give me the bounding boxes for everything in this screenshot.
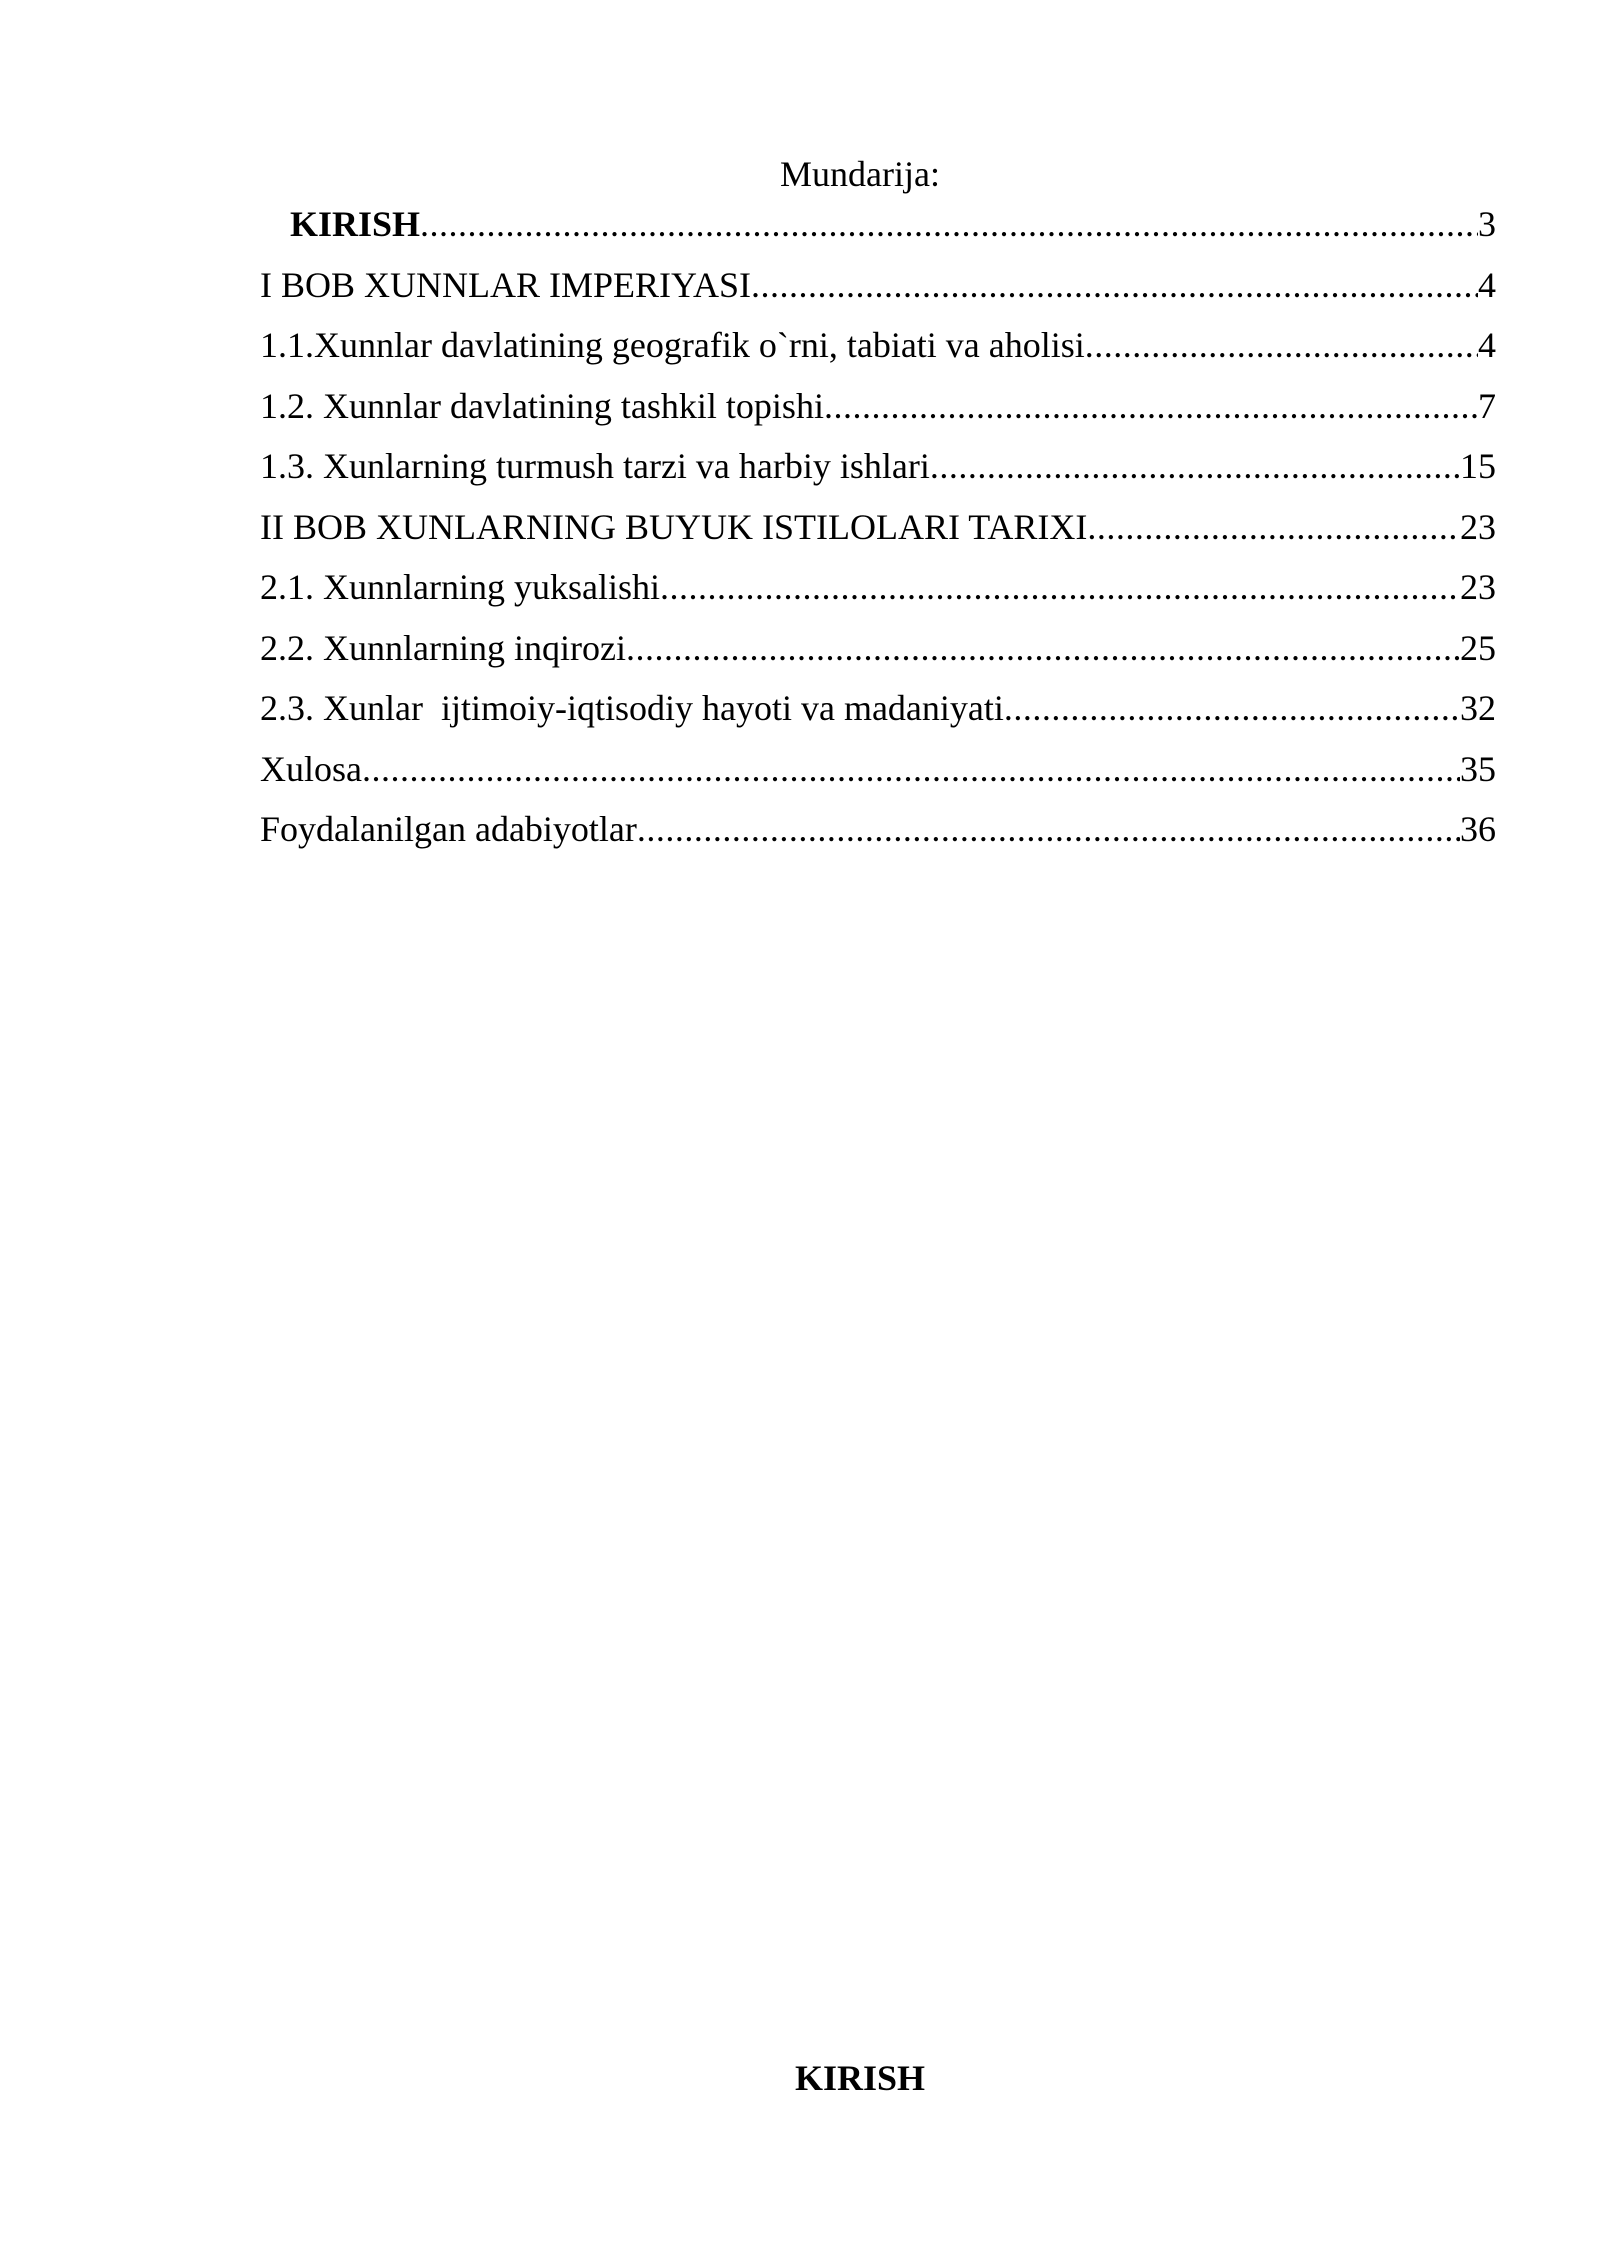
toc-entry-1-1[interactable] xyxy=(260,323,1496,384)
toc-entry-chapter-1[interactable] xyxy=(260,263,1496,324)
toc-entry-title: 2.1. Xunnlarning yuksalishi xyxy=(260,567,660,607)
toc-entry-1-3[interactable] xyxy=(260,444,1496,505)
toc-dot-leader xyxy=(1004,686,1460,730)
toc-entry-page: 36 xyxy=(1460,809,1496,849)
toc-dot-leader xyxy=(1085,323,1478,367)
toc-entry-page: 4 xyxy=(1478,264,1496,305)
toc-entry-page: 4 xyxy=(1478,325,1496,365)
toc-entry-1-2[interactable] xyxy=(260,384,1496,445)
toc-entry-chapter-2[interactable] xyxy=(260,505,1496,566)
toc-entry-page: 23 xyxy=(1460,567,1496,607)
toc-entry-title: 1.3. Xunlarning turmush tarzi va harbiy ishlari xyxy=(260,446,930,486)
toc-entry-page: 23 xyxy=(1460,506,1496,547)
toc-dot-leader xyxy=(637,807,1460,851)
toc-dot-leader xyxy=(660,565,1460,609)
toc-dot-leader xyxy=(824,384,1478,428)
table-of-contents xyxy=(260,202,1496,868)
toc-entry-2-2[interactable] xyxy=(260,626,1496,687)
toc-entry-title: 2.2. Xunnlarning inqirozi xyxy=(260,627,626,668)
toc-entry-title: 1.2. Xunnlar davlatining tashkil topishi xyxy=(260,385,824,426)
toc-dot-leader xyxy=(626,626,1460,670)
toc-entry-title: Xulosa xyxy=(260,748,362,789)
toc-entry-references[interactable] xyxy=(260,807,1496,868)
toc-entry-kirish[interactable] xyxy=(260,202,1496,263)
toc-entry-title: 2.3. Xunlar ijtimoiy-iqtisodiy hayoti va madaniyati xyxy=(260,688,1004,728)
toc-entry-xulosa[interactable] xyxy=(260,747,1496,808)
toc-entry-page: 3 xyxy=(1478,204,1496,244)
toc-entry-page: 35 xyxy=(1460,748,1496,789)
toc-entry-title: II BOB XUNLARNING BUYUK ISTILOLARI TARIXI xyxy=(260,506,1088,547)
toc-dot-leader xyxy=(930,444,1460,488)
toc-entry-page: 32 xyxy=(1460,688,1496,728)
toc-entry-page: 25 xyxy=(1460,627,1496,668)
toc-dot-leader xyxy=(1087,505,1460,549)
section-heading-kirish: KIRISH xyxy=(794,2058,926,2098)
toc-heading: Mundarija: xyxy=(780,154,940,194)
toc-entry-page: 15 xyxy=(1460,446,1496,486)
toc-entry-title: I BOB XUNNLAR IMPERIYASI xyxy=(260,264,752,305)
toc-entry-page: 7 xyxy=(1478,385,1496,426)
toc-dot-leader xyxy=(751,263,1478,307)
toc-entry-2-1[interactable] xyxy=(260,565,1496,626)
toc-entry-2-3[interactable] xyxy=(260,686,1496,747)
toc-dot-leader xyxy=(420,202,1478,246)
toc-entry-title: 1.1.Xunnlar davlatining geografik o`rni, tabiati va aholisi xyxy=(260,325,1085,365)
toc-entry-title: KIRISH xyxy=(290,204,421,244)
toc-dot-leader xyxy=(362,747,1460,791)
toc-entry-title: Foydalanilgan adabiyotlar xyxy=(260,809,637,849)
